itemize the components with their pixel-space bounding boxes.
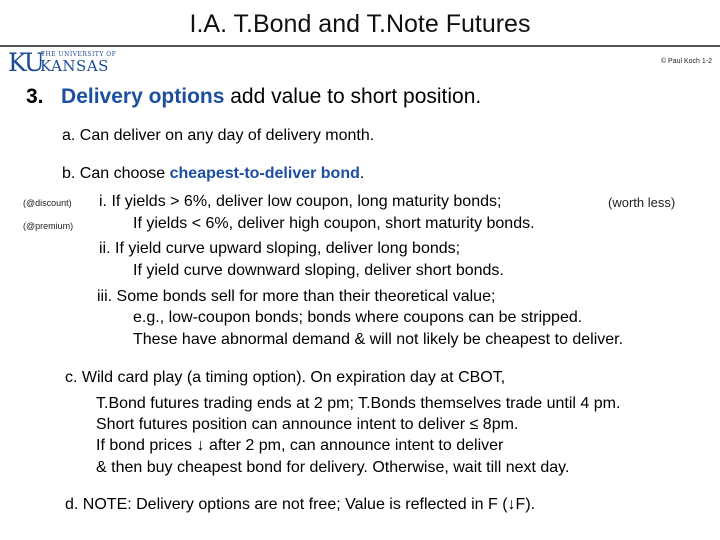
item-b-suffix: .	[359, 165, 365, 182]
item-b-ii-line2: If yield curve downward sloping, deliver short bonds.	[133, 262, 504, 279]
item-b-iii-line3: These have abnormal demand & will not likely be cheapest to deliver.	[133, 331, 624, 348]
item-b-i-line2: If yields < 6%, deliver high coupon, short maturity bonds.	[133, 215, 535, 232]
item-c-line5: & then buy cheapest bond for delivery. Otherwise, wait till next day.	[96, 459, 570, 476]
item-b-iii-line1: iii. Some bonds sell for more than their theoretical value;	[97, 288, 496, 305]
tag-discount: (@discount)	[23, 198, 72, 208]
heading-highlight: Delivery options	[61, 85, 225, 108]
item-c-line2: T.Bond futures trading ends at 2 pm; T.Bonds themselves trade until 4 pm.	[96, 395, 621, 412]
copyright-note: © Paul Koch 1-2	[660, 58, 712, 65]
logo-kansas-text: KANSAS	[40, 57, 109, 75]
logo-university-text: THE UNIVERSITY OF	[41, 51, 117, 58]
item-a: a. Can deliver on any day of delivery month.	[62, 127, 375, 144]
heading-rest: add value to short position.	[224, 85, 482, 108]
item-b-highlight: cheapest-to-deliver bond	[169, 165, 360, 182]
tag-premium: (@premium)	[23, 221, 74, 231]
item-d: d. NOTE: Delivery options are not free; Value is reflected in F (↓F).	[65, 496, 536, 513]
section-heading	[26, 85, 481, 109]
ku-logo	[8, 48, 117, 77]
item-b-prefix: b. Can choose	[62, 165, 170, 182]
title-divider	[0, 45, 720, 47]
item-b-ii-line1: ii. If yield curve upward sloping, deliver long bonds;	[99, 240, 461, 257]
slide-title: I.A. T.Bond and T.Note Futures	[189, 10, 531, 38]
item-c-line1: c. Wild card play (a timing option). On expiration day at CBOT,	[65, 369, 506, 386]
item-c-line3: Short futures position can announce intent to deliver ≤ 8pm.	[96, 416, 519, 433]
item-b-i-note: (worth less)	[608, 195, 676, 210]
item-b-iii-line2: e.g., low-coupon bonds; bonds where coupons can be stripped.	[133, 309, 583, 326]
logo-ku-mark: KU	[8, 48, 43, 77]
item-c-line4: If bond prices ↓ after 2 pm, can announce intent to deliver	[96, 437, 504, 454]
item-b	[62, 165, 364, 183]
heading-number: 3.	[26, 85, 44, 108]
item-b-i-line1: i. If yields > 6%, deliver low coupon, long maturity bonds;	[99, 193, 502, 210]
